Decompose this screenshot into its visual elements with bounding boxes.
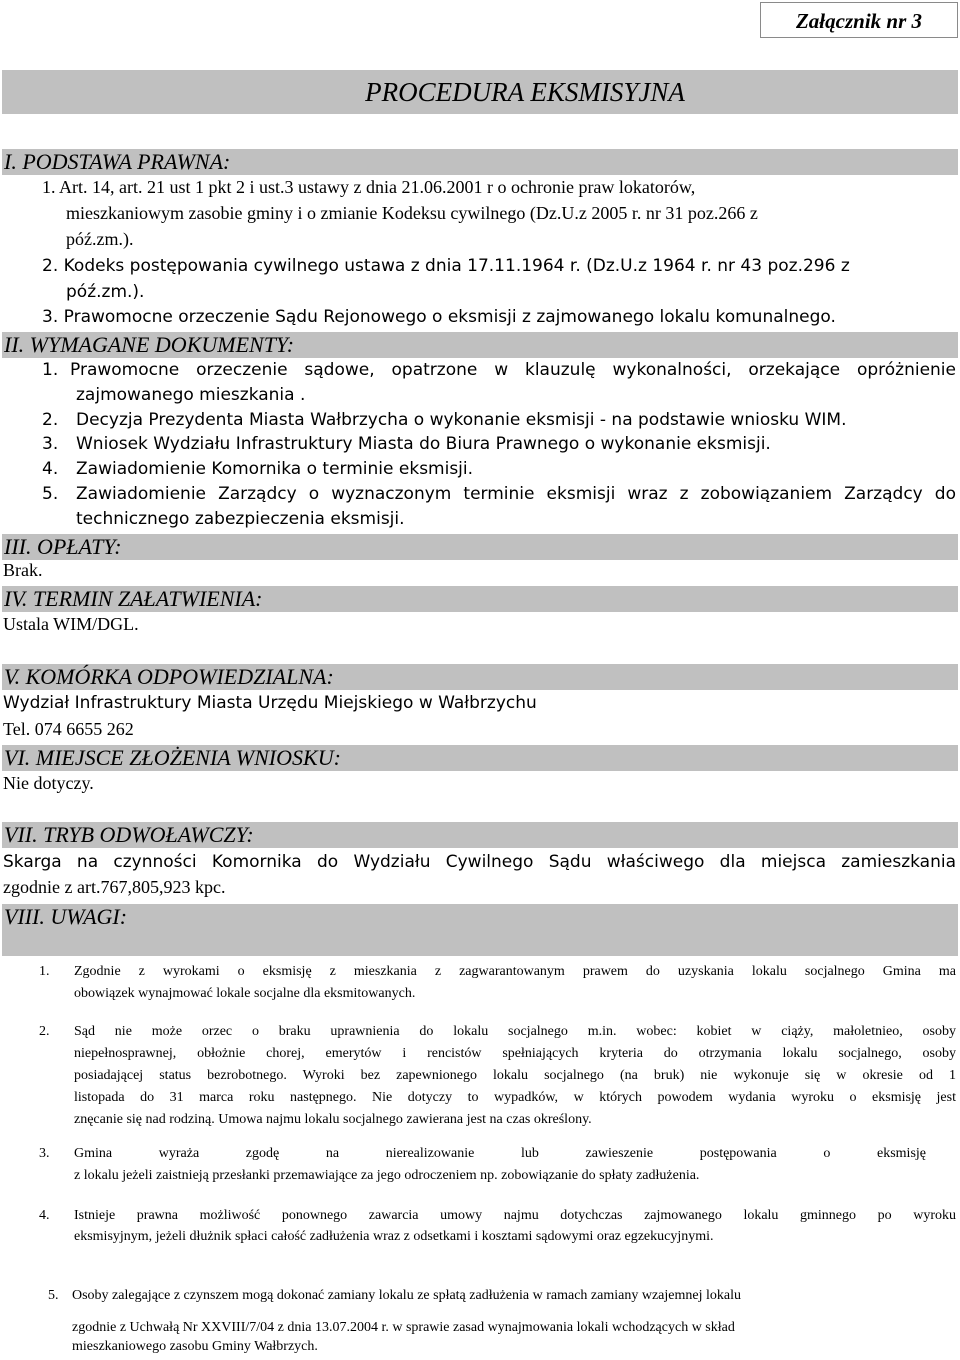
note-num-5: 5.: [48, 1288, 59, 1303]
note-3-line-1: Gmina wyraża zgodę na nierealizowanie lub zawieszenie postępowania o eksmisję: [74, 1146, 926, 1161]
section-5-header: [2, 664, 958, 690]
attachment-label: Załącznik nr 3: [760, 2, 958, 38]
s1-line-2: mieszkaniowym zasobie gminy i o zmianie Kodeksu cywilnego (Dz.U.z 2005 r. nr 31 poz.266 z: [66, 203, 758, 223]
s2-item-2: Decyzja Prezydenta Miasta Wałbrzycha o wykonanie eksmisji - na podstawie wniosku WIM.: [76, 410, 847, 430]
section-7-header: [2, 822, 958, 848]
s3-text: Brak.: [3, 560, 43, 580]
note-2-line-5: znęcanie się nad rodziną. Umowa najmu lokalu socjalnego zawierana jest na czas określony.: [74, 1112, 592, 1127]
page-title: PROCEDURA EKSMISYJNA: [365, 77, 685, 107]
section-4-header: [2, 586, 958, 612]
section-8-heading: VIII. UWAGI:: [4, 904, 128, 929]
note-2-line-3: posiadającej status bezrobotnego. Wyroki bez zapewnionego lokalu socjalnego (na bruk) nie wykonuje się w okresie od 1: [74, 1068, 956, 1083]
note-1-line-1: Zgodnie z wyrokami o eksmisję z mieszkania z zagwarantowanym prawem do uzyskania lokalu socjalnego Gmina ma: [74, 964, 956, 979]
s7-line-2: zgodnie z art.767,805,923 kpc.: [3, 877, 226, 897]
s1-line-1: 1. Art. 14, art. 21 ust 1 pkt 2 i ust.3 ustawy z dnia 21.06.2001 r o ochronie praw lokatorów,: [42, 177, 696, 197]
note-num-1: 1.: [39, 964, 50, 979]
section-3-header: [2, 534, 958, 560]
s2-num-3: 3.: [42, 434, 59, 454]
section-1-header: [2, 149, 958, 175]
note-4-line-1: Istnieje prawna możliwość ponownego zawarcia umowy najmu dotychczas zajmowanego lokalu gminnego po wyroku: [74, 1208, 956, 1223]
s2-item-5-line-2: technicznego zabezpieczenia eksmisji.: [76, 509, 405, 529]
s1-line-4: 2. Kodeks postępowania cywilnego ustawa z dnia 17.11.1964 r. (Dz.U.z 1964 r. nr 43 poz.296 z: [42, 256, 850, 276]
section-6-heading: VI. MIEJSCE ZŁOŻENIA WNIOSKU:: [4, 745, 341, 770]
note-5-line-1: Osoby zalegające z czynszem mogą dokonać zamiany lokalu ze spłatą zadłużenia w ramach zamiany wzajemnej lokalu: [72, 1288, 741, 1303]
s1-line-3: póź.zm.).: [66, 229, 134, 249]
s5-line-2: Tel. 074 6655 262: [3, 719, 134, 739]
s5-line-1: Wydział Infrastruktury Miasta Urzędu Miejskiego w Wałbrzychu: [3, 693, 537, 713]
s2-num-5: 5.: [42, 484, 59, 504]
s2-item-4: Zawiadomienie Komornika o terminie eksmisji.: [76, 459, 474, 479]
note-num-2: 2.: [39, 1024, 50, 1039]
section-7-heading: VII. TRYB ODWOŁAWCZY:: [4, 822, 254, 847]
s2-item-1-line-1: Prawomocne orzeczenie sądowe, opatrzone w klauzulę wykonalności, orzekające opróżnienie: [70, 360, 956, 380]
s2-num-1: 1.: [42, 360, 59, 380]
title-bar: [2, 70, 958, 114]
note-3-line-2: z lokalu jeżeli zaistnieją przesłanki przemawiające za jego odroczeniem np. zobowiązanie do spłaty zadłużenia.: [74, 1168, 700, 1183]
note-5-line-2: zgodnie z Uchwałą Nr XXVIII/7/04 z dnia 13.07.2004 r. w sprawie zasad wynajmowania lokali wchodzących w skład: [72, 1320, 735, 1335]
s6-text: Nie dotyczy.: [3, 773, 94, 793]
section-8-header: [2, 904, 958, 956]
note-2-line-1: Sąd nie może orzec o braku uprawnienia do lokalu socjalnego m.in. wobec: kobiet w ciąży, małoletnieo, osoby: [74, 1024, 956, 1039]
note-num-4: 4.: [39, 1208, 50, 1223]
s2-num-4: 4.: [42, 459, 59, 479]
note-5-line-3: mieszkaniowego zasobu Gminy Wałbrzych.: [72, 1339, 318, 1354]
s2-item-3: Wniosek Wydziału Infrastruktury Miasta do Biura Prawnego o wykonanie eksmisji.: [76, 434, 771, 454]
note-1-line-2: obowiązek wynajmować lokale socjalne dla eksmitowanych.: [74, 986, 416, 1001]
s1-line-5: póź.zm.).: [66, 282, 145, 302]
s7-line-1: Skarga na czynności Komornika do Wydziału Cywilnego Sądu właściwego dla miejsca zamieszkania: [3, 852, 956, 872]
note-2-line-4: listopada do 31 marca roku następnego. Nie dotyczy to wypadków, w których powodem wydania wyroku o eksmisję jest: [74, 1090, 956, 1105]
s4-text: Ustala WIM/DGL.: [3, 614, 139, 634]
section-1-heading: I. PODSTAWA PRAWNA:: [4, 149, 231, 174]
section-4-heading: IV. TERMIN ZAŁATWIENIA:: [4, 586, 263, 611]
s2-num-2: 2.: [42, 410, 59, 430]
section-3-heading: III. OPŁATY:: [4, 534, 122, 559]
section-2-heading: II. WYMAGANE DOKUMENTY:: [4, 332, 295, 357]
note-4-line-2: eksmisyjnym, jeżeli dłużnik spłaci całość zadłużenia wraz z odsetkami i kosztami sądowymi oraz egzekucyjnymi.: [74, 1229, 714, 1244]
note-2-line-2: niepełnosprawnej, obłożnie chorej, emerytów i rencistów spełniających kryteria do otrzymania lokalu socjalnego, osoby: [74, 1046, 956, 1061]
s1-line-6: 3. Prawomocne orzeczenie Sądu Rejonowego o eksmisji z zajmowanego lokalu komunalnego.: [42, 307, 836, 327]
section-2-header: [2, 332, 958, 358]
s2-item-5-line-1: Zawiadomienie Zarządcy o wyznaczonym terminie eksmisji wraz z zobowiązaniem Zarządcy do: [76, 484, 956, 504]
s2-item-1-line-2: zajmowanego mieszkania .: [76, 385, 306, 405]
section-6-header: [2, 745, 958, 771]
note-num-3: 3.: [39, 1146, 50, 1161]
section-5-heading: V. KOMÓRKA ODPOWIEDZIALNA:: [4, 664, 334, 689]
